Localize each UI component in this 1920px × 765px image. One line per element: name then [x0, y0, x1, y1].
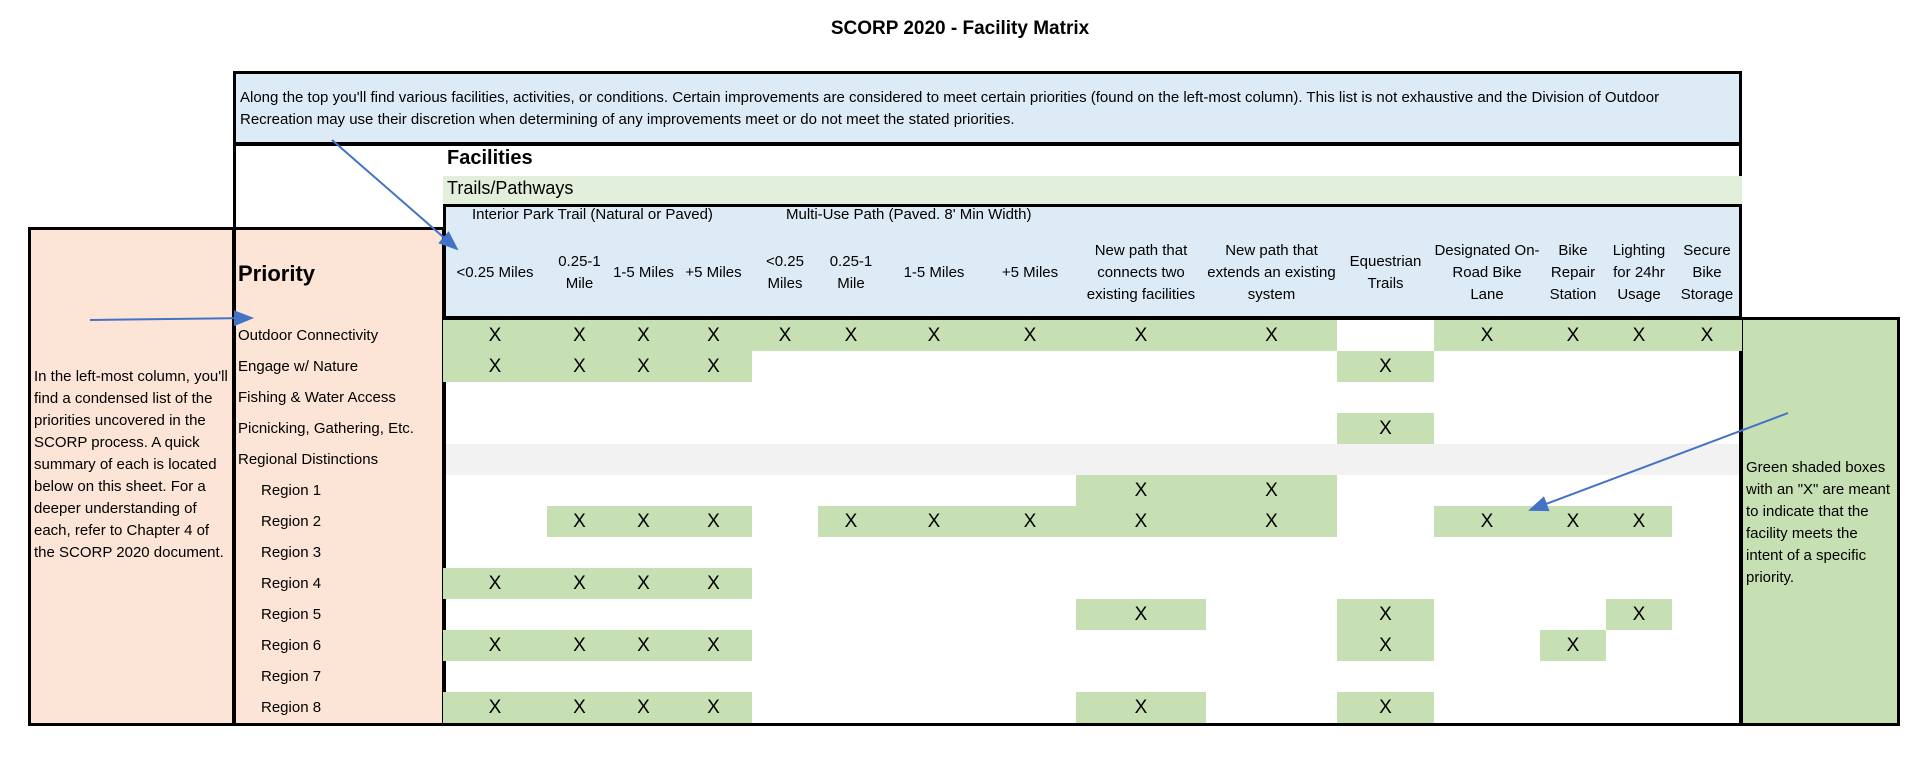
column-header-15: Secure Bike Storage — [1680, 242, 1734, 303]
group-label-multi-use-path: Multi-Use Path (Paved. 8' Min Width) — [786, 206, 1032, 223]
matrix-cell-marked: X — [1337, 692, 1434, 723]
matrix-cell-marked: X — [547, 692, 612, 723]
matrix-cell-marked: X — [1076, 599, 1206, 630]
priority-row-label: Region 1 — [261, 482, 322, 499]
matrix-cell-marked: X — [443, 568, 547, 599]
matrix-cell-marked: X — [443, 320, 547, 351]
matrix-cell-marked: X — [1434, 506, 1540, 537]
column-header-14: Lighting for 24hr Usage — [1612, 242, 1666, 303]
matrix-cell-marked: X — [547, 351, 612, 382]
matrix-cell-marked: X — [752, 320, 818, 351]
matrix-cell-marked: X — [1206, 320, 1337, 351]
priority-heading: Priority — [238, 261, 316, 286]
matrix-cell-marked: X — [612, 351, 675, 382]
priority-row-label: Region 2 — [261, 513, 322, 530]
priority-row-label: Regional Distinctions — [238, 451, 379, 468]
matrix-cell-marked: X — [1337, 630, 1434, 661]
matrix-cell-marked: X — [1206, 475, 1337, 506]
facilities-heading: Facilities — [447, 147, 533, 169]
column-header-13: Bike Repair Station — [1549, 242, 1597, 303]
matrix-cell-marked: X — [1540, 630, 1606, 661]
matrix-cell-marked: X — [443, 351, 547, 382]
matrix-cell-marked: X — [984, 506, 1076, 537]
priority-row-label: Region 5 — [261, 606, 322, 623]
priority-row-label: Region 4 — [261, 575, 322, 592]
page-title: SCORP 2020 - Facility Matrix — [830, 18, 1090, 39]
priority-row-label: Picnicking, Gathering, Etc. — [238, 420, 414, 437]
matrix-cell-marked: X — [1206, 506, 1337, 537]
matrix-cell-marked: X — [547, 320, 612, 351]
priority-row-label: Engage w/ Nature — [238, 358, 359, 375]
column-header-9: New path that connects two existing facilities — [1086, 242, 1196, 303]
arrow-to-marked-cells — [1530, 413, 1788, 510]
matrix-cell-marked: X — [612, 506, 675, 537]
matrix-cell-marked: X — [1606, 506, 1672, 537]
matrix-cell-marked: X — [675, 320, 752, 351]
matrix-cell-marked: X — [818, 320, 884, 351]
priority-row-label: Region 8 — [261, 699, 322, 716]
matrix-cell-marked: X — [547, 506, 612, 537]
matrix-cell-marked: X — [984, 320, 1076, 351]
priority-row-label: Region 3 — [261, 544, 322, 561]
left-note: In the left-most column, you'll find a condensed list of the priorities uncovered in the SCORP process. A quick summary of each is located below on this sheet. For a deeper understanding of each, refer to Chapter 4 of the SCORP 2020 document. — [28, 227, 235, 726]
matrix-cell-marked: X — [1672, 320, 1742, 351]
matrix-cell-marked: X — [675, 692, 752, 723]
matrix-cell-marked: X — [1337, 351, 1434, 382]
column-header-2: 0.25-1 Mile — [558, 253, 601, 292]
matrix-cell-marked: X — [443, 692, 547, 723]
matrix-cell-marked: X — [547, 568, 612, 599]
column-header-7: 1-5 Miles — [903, 264, 965, 281]
matrix-cell-marked: X — [675, 506, 752, 537]
column-header-12: Designated On-Road Bike Lane — [1434, 242, 1540, 303]
matrix-cell-marked: X — [1540, 506, 1606, 537]
category-label: Trails/Pathways — [447, 178, 574, 198]
matrix-cell-marked: X — [675, 630, 752, 661]
instructions-box: Along the top you'll find various facilities, activities, or conditions. Certain improvements are considered to meet certain priorities (found on the left-most column). This list is not exhaustive and the Division of Outdoor Recreation may use their discretion when determining of any improvements meet or do not meet the stated priorities. — [233, 71, 1742, 145]
matrix-cell-marked: X — [818, 506, 884, 537]
priority-row-label: Outdoor Connectivity — [238, 327, 379, 344]
priority-row-label: Region 7 — [261, 668, 322, 685]
matrix-cell-marked: X — [612, 320, 675, 351]
matrix-cell-marked: X — [1434, 320, 1540, 351]
right-note: Green shaded boxes with an "X" are meant to indicate that the facility meets the intent of a specific priority. — [1740, 317, 1900, 726]
matrix-cell-marked: X — [547, 630, 612, 661]
matrix-cell-marked: X — [612, 692, 675, 723]
column-header-6: 0.25-1 Mile — [829, 253, 873, 292]
priority-row-label: Fishing & Water Access — [238, 389, 396, 406]
matrix-cell-marked: X — [1606, 320, 1672, 351]
matrix-cell-marked: X — [675, 351, 752, 382]
arrow-to-column-headers — [332, 140, 457, 249]
column-header-5: <0.25 Miles — [766, 253, 804, 292]
matrix-cell-marked: X — [1076, 692, 1206, 723]
group-label-interior-park-trail: Interior Park Trail (Natural or Paved) — [472, 206, 713, 223]
matrix-cell-marked: X — [1337, 413, 1434, 444]
arrow-to-priority-column — [90, 318, 252, 320]
matrix-cell-marked: X — [1540, 320, 1606, 351]
matrix-cell-marked: X — [884, 320, 984, 351]
matrix-cell-marked: X — [1076, 506, 1206, 537]
column-header-8: +5 Miles — [1001, 264, 1059, 281]
matrix-cell-marked: X — [612, 630, 675, 661]
column-header-3: 1-5 Miles — [613, 264, 674, 281]
matrix-cell-marked: X — [1337, 599, 1434, 630]
column-header-1: <0.25 Miles — [456, 264, 534, 281]
matrix-cell-marked: X — [443, 630, 547, 661]
column-header-10: New path that extends an existing system — [1207, 242, 1336, 303]
matrix-cell-marked: X — [1076, 475, 1206, 506]
matrix-cell-marked: X — [612, 568, 675, 599]
matrix-cell-marked: X — [675, 568, 752, 599]
matrix-cell-marked: X — [1606, 599, 1672, 630]
matrix-cell-marked: X — [884, 506, 984, 537]
column-header-4: +5 Miles — [685, 264, 742, 281]
column-header-11: Equestrian Trails — [1349, 253, 1422, 292]
matrix-cell-marked: X — [1076, 320, 1206, 351]
priority-row-label: Region 6 — [261, 637, 322, 654]
